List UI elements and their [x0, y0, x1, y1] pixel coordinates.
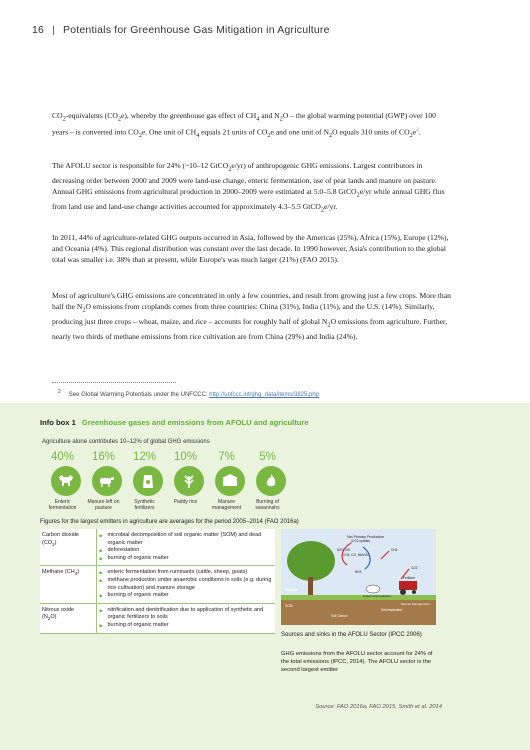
afolu-diagram: [281, 529, 436, 625]
source-citation: Source: FAO 2016a, FAO 2015, Smith et al. 2014: [315, 704, 442, 710]
label-enteric: Enteric fermentation: [48, 499, 77, 511]
diagram-label-dom: DOM: [285, 604, 293, 608]
tractor-icon: [399, 581, 417, 590]
diagram-label-biomass: Biomass: [285, 588, 298, 592]
list-item: ▶ burning of organic matter: [99, 622, 274, 630]
footnote-ref[interactable]: 2: [416, 126, 419, 133]
diagram-label-fertilizer: Fertilizer: [403, 576, 416, 580]
diagram-label-ch4: CH4: [391, 548, 398, 552]
list-item: ▶ deforestation: [99, 547, 274, 555]
diagram-label-gases2: CH4, CO, NMVOC: [343, 553, 370, 557]
paragraph-concentration: Most of agriculture's GHG emissions are concentrated in only a few countries, and result from growing just a few crops. More than half the $N_2O$ emissions from croplands comes from three countries: China (31%), India (11%), and the U.S. (14%). Similarly, producing just three crops – wheat, maize, and rice – accounts for roughly half of global $N_2O$ emissions from agriculture. Further, nearly two thirds of methane emissions from rice cultivation are from China (29%) and India (24%).: [52, 291, 451, 341]
pct-rice: 10%: [173, 451, 198, 463]
gas-name: Nitrous oxide $(N_2O)$: [40, 603, 96, 633]
manure-management-icon: [215, 466, 245, 496]
fire-icon: [256, 466, 286, 496]
figure-caption: Figures for the largest emitters in agriculture are averages for the period 2005–2014 (FAO 2016a): [40, 519, 299, 525]
gas-sources: [96, 529, 275, 566]
diagram-label-mm: Manure Management: [401, 602, 430, 606]
diagram-caption: Sources and sinks in the AFOLU Sector (IPCC 2006): [281, 632, 422, 638]
table-row: [40, 603, 275, 633]
fertilizer-icon: [133, 466, 163, 496]
diagram-label-npp2: (CO2 uptake): [351, 539, 371, 543]
source-icons: [45, 466, 291, 496]
gas-sources: [96, 566, 275, 603]
pct-manure-management: 7%: [218, 451, 235, 463]
label-fertilizers: Synthetic fertilizers: [134, 499, 155, 511]
list-item: ▶ microbial decomposition of soil organic matter (SOM) and dead organic matter: [99, 532, 274, 547]
table-row: [40, 529, 275, 566]
running-header: [32, 24, 330, 36]
list-item: ▶ nitrification and denitrification due to application of synthetic and organic fertilizers to soils: [99, 607, 274, 622]
label-manure-management: Manure management: [211, 499, 242, 511]
tree-canopy-icon: [287, 541, 335, 581]
rice-icon: [174, 466, 204, 496]
label-manure-pasture: Manure left on pasture: [87, 499, 120, 511]
diagram-label-soil: Soil Carbon: [331, 614, 348, 618]
info-box-title: Info box 1 Greenhouse gases and emissions from AFOLU and agriculture: [40, 418, 309, 427]
pct-enteric: 40%: [50, 451, 75, 463]
source-percentages: [42, 451, 288, 463]
gas-name: Carbon dioxide $(CO_2)$: [40, 529, 96, 566]
header-separator: |: [52, 24, 56, 36]
source-labels: [42, 499, 288, 511]
diagram-label-nh3: NH3: [355, 570, 362, 574]
diagram-label-co2: CO2: [411, 566, 418, 570]
page-number: 16: [32, 24, 45, 36]
header-title: Potentials for Greenhouse Gas Mitigation in Agriculture: [63, 24, 330, 36]
manure-icon: [92, 466, 122, 496]
footnote: $^2$ See Global Warming Potentials under the UNFCCC: http://unfccc.int/ghg_data/items/3825.php: [58, 389, 320, 398]
paragraph-afolu-share: The AFOLU sector is responsible for 24% (~10–12 GtCO$_2$e/yr) of anthropogenic GHG emissions. Largest contributors in decreasing order between 2000 and 2009 were land-use change, enteric fermentation, use of peat lands and manure on pasture. Annual GHG emissions from agricultural production in 2000–2009 were estimated at 5.0–5.8 GtCO$_2$e/yr while annual GHG flux from land use and land-use change activities accounted for approximately 4.3–5.5 GtCO$_2$e/yr.: [52, 161, 445, 214]
pct-savannahs: 5%: [259, 451, 276, 463]
list-item: ▶ enteric fermentation from ruminants (cattle, sheep, goats): [99, 569, 274, 577]
cow-icon: [366, 585, 380, 593]
paragraph-co2-equivalents: $CO_2$-equivalents $(CO_2e)$, whereby the greenhouse gas effect of $CH_4$ and $N_2O$ – the global warming potential (GWP) over 100 years – is converted into $CO_2e$. One unit of $CH_4$ equals 21 units of $CO_2e$ and one unit of $N_2O$ equals 310 units of $CO_2e^2$.: [52, 111, 436, 139]
diagram-label-gases: N2O, NO: [337, 548, 351, 552]
footnote-divider: [52, 382, 176, 383]
info-box-intro: Agriculture alone contributes 10–12% of global GHG emissions: [42, 439, 210, 445]
pct-fertilizers: 12%: [132, 451, 157, 463]
diagram-note: GHG emissions from the AFOLU sector account for 24% of the total emissions (IPCC, 2014). The AFOLU sector is the second largest emitter: [281, 651, 433, 674]
gas-name: Methane $(CH_4)$: [40, 566, 96, 603]
list-item: ▶ burning of organic matter: [99, 592, 274, 600]
diagram-label-ef: Enteric Fermentation: [363, 594, 391, 598]
table-row: [40, 566, 275, 603]
footnote-link[interactable]: http://unfccc.int/ghg_data/items/3825.php: [209, 392, 320, 398]
diagram-label-soilresp: Soil respiration: [381, 608, 403, 612]
grass-layer: [281, 595, 436, 600]
list-item: ▶ methane production under anaerobic conditions in soils (e.g. during rice cultivation) and manure storage: [99, 577, 274, 592]
cow-icon: [51, 466, 81, 496]
label-savannahs: Burning of savannahs: [255, 499, 280, 511]
gas-sources: [96, 603, 275, 633]
label-rice: Paddy rice: [173, 499, 198, 505]
diagram-label-npp: Net Primary Production: [347, 535, 385, 539]
list-item: ▶ burning of organic matter: [99, 555, 274, 563]
paragraph-regional-distribution: In 2011, 44% of agriculture-related GHG outputs occurred in Asia, followed by the Americas (25%), Africa (15%), Europe (12%), and Oceania (4%). This regional distribution was constant over the last decade. In 1990 however, Asia's contribution to the global total was smaller i.e. 38% than at present, while Europe's was much larger (21%) (FAO 2015).: [52, 233, 449, 265]
emission-sources-table: [40, 529, 275, 634]
pct-manure-pasture: 16%: [91, 451, 116, 463]
